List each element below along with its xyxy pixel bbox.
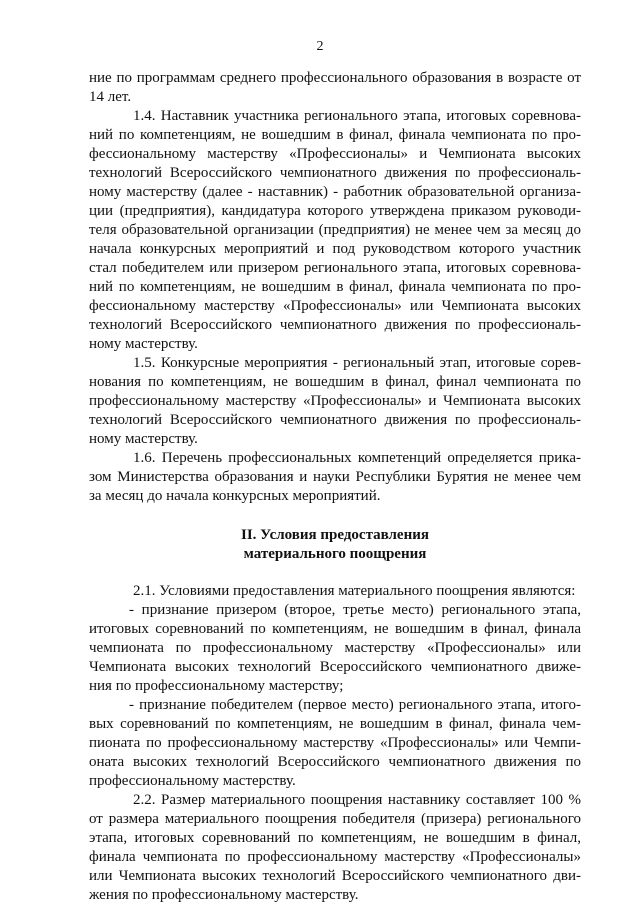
text-line: фессиональному мастерству «Профессионалы» или Чемпионата высоких (89, 298, 581, 314)
paragraph (89, 696, 581, 791)
text-line: оната высоких технологий Всероссийского чемпионатного движения по (89, 754, 581, 770)
text-line: чемпионата по профессиональному мастерству «Профессионалы» или (89, 640, 581, 656)
text-line: технологий Всероссийского чемпионатного движения по профессиональ- (89, 165, 581, 181)
text-line: 2.2. Размер материального поощрения наставнику составляет 100 % (133, 792, 581, 808)
text-line: пионата по профессиональному мастерству «Профессионалы» или Чемпи- (89, 735, 581, 751)
text-line: технологий Всероссийского чемпионатного движения по профессиональ- (89, 317, 581, 333)
page-number: 2 (316, 39, 324, 54)
paragraph (89, 791, 581, 905)
text-line: Чемпионата высоких технологий Всероссийского чемпионатного движе- (89, 659, 581, 675)
text-line: финала чемпионата по профессиональному мастерству «Профессионалы» (89, 849, 581, 865)
text-line: от размера материального поощрения победителя (призера) регионального (89, 811, 581, 827)
text-line: за месяц до начала конкурсных мероприятий. (89, 488, 381, 504)
text-line: - признание призером (второе, третье место) регионального этапа, (129, 602, 581, 618)
text-line: 1.5. Конкурсные мероприятия - региональный этап, итоговые сорев- (133, 355, 581, 371)
text-line: ному мастерству. (89, 336, 198, 352)
text-line: ному мастерству. (89, 431, 198, 447)
text-line: ния по профессиональному мастерству; (89, 678, 344, 694)
text-line: ний по компетенциям, не вошедшим в финал, финала чемпионата по про- (89, 279, 581, 295)
text-line: 2.1. Условиями предоставления материального поощрения являются: (133, 583, 576, 599)
text-line: начала конкурсных мероприятий и под руководством которого участник (89, 241, 581, 257)
text-line: технологий Всероссийского чемпионатного движения по профессиональ- (89, 412, 581, 428)
text-line: жения по профессиональному мастерству. (89, 887, 359, 903)
text-line: итоговых соревнований по компетенциям, не вошедшим в финал, финала (89, 621, 581, 637)
text-line: 1.4. Наставник участника регионального этапа, итоговых соревнова- (133, 108, 581, 124)
text-line: ний по компетенциям, не вошедшим в финал, финала чемпионата по про- (89, 127, 581, 143)
text-line: стал победителем или призером регионального этапа, итоговых соревнова- (89, 260, 581, 276)
text-line: ции (предприятия), кандидатура которого утверждена приказом руководи- (89, 203, 581, 219)
text-line: зом Министерства образования и науки Республики Бурятия не менее чем (89, 469, 581, 485)
paragraph (89, 601, 581, 696)
paragraph (89, 449, 581, 506)
text-line: этапа, итоговых соревнований по компетенциям, не вошедшим в финал, (89, 830, 581, 846)
document-body (89, 69, 581, 905)
paragraph (89, 107, 581, 354)
text-line: профессиональному мастерству. (89, 773, 296, 789)
text-line: 1.6. Перечень профессиональных компетенций определяется прика- (133, 450, 581, 466)
text-line: вых соревнований по компетенциям, не вошедшим в финал, финала чем- (89, 716, 581, 732)
text-line: 14 лет. (89, 89, 132, 105)
paragraph (89, 582, 581, 601)
section-heading (89, 526, 581, 564)
text-line: фессиональному мастерству «Профессионалы» и Чемпионата высоких (89, 146, 581, 162)
text-line: или Чемпионата высоких технологий Всероссийского чемпионатного дви- (89, 868, 581, 884)
paragraph (89, 69, 581, 107)
text-line: - признание победителем (первое место) регионального этапа, итого- (129, 697, 581, 713)
text-line: теля образовательной организации (предприятия) не менее чем за месяц до (89, 222, 581, 238)
text-line: профессиональному мастерству «Профессионалы» и Чемпионата высоких (89, 393, 581, 409)
paragraph (89, 354, 581, 449)
text-line: нования по компетенциям, не вошедшим в финал, финал чемпионата по (89, 374, 581, 390)
heading-line: материального поощрения (243, 546, 427, 562)
text-line: ному мастерству (далее - наставник) - работник образовательной организа- (89, 184, 581, 200)
text-line: ние по программам среднего профессионального образования в возрасте от (89, 70, 581, 86)
heading-line: II. Условия предоставления (241, 527, 429, 543)
